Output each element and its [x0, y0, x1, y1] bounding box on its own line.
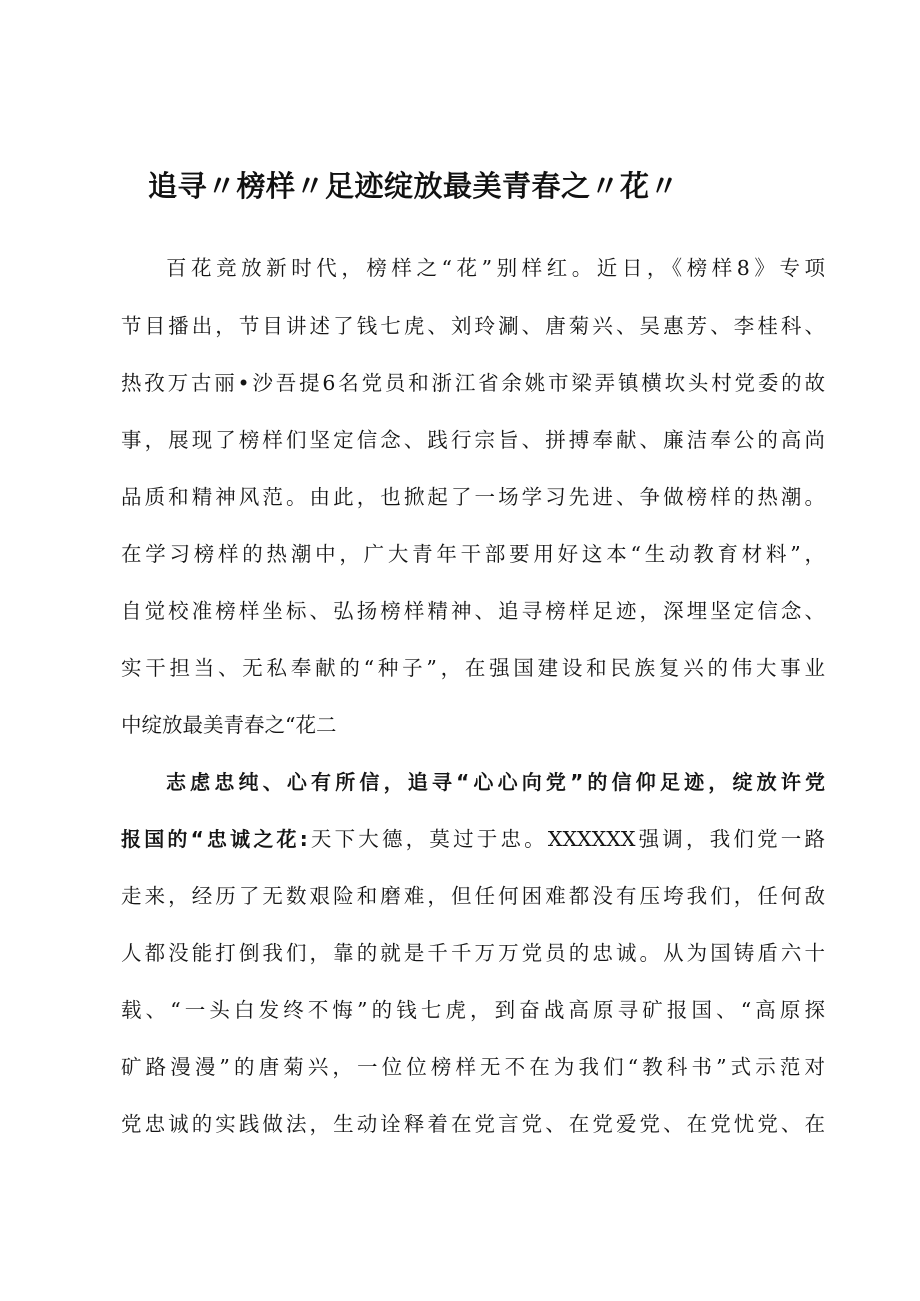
paragraph1-line-5: 品质和精神风范。由此，也掀起了一场学习先进、争做榜样的热潮。 [121, 485, 825, 509]
paragraph1-line-3: 热孜万古丽•沙吾提6名党员和浙江省余姚市梁弄镇横坎头村党委的故 [121, 371, 825, 395]
paragraph2-heading-bold: 报国的“忠诚之花: [121, 827, 308, 851]
paragraph2-line-7: 党忠诚的实践做法，生动诠释着在党言党、在党爱党、在党忧党、在 [121, 1112, 825, 1136]
paragraph1-line-8: 实干担当、无私奉献的“种子”，在强国建设和民族复兴的伟大事业 [121, 656, 825, 680]
paragraph1-line-9: 中绽放最美青春之“花二 [121, 713, 337, 737]
paragraph1-line-6: 在学习榜样的热潮中，广大青年干部要用好这本“生动教育材料”， [121, 542, 825, 566]
paragraph2-line-2 [121, 822, 825, 856]
paragraph2-heading-line: 志虑忠纯、心有所信，追寻“心心向党”的信仰足迹，绽放许党 [166, 770, 825, 794]
paragraph2-line-6: 矿路漫漫”的唐菊兴，一位位榜样无不在为我们“教科书”式示范对 [121, 1055, 825, 1079]
document-title: 追寻〃榜样〃足迹绽放最美青春之〃花〃 [148, 169, 680, 203]
paragraph1-line-7: 自觉校准榜样坐标、弘扬榜样精神、追寻榜样足迹，深埋坚定信念、 [121, 599, 825, 623]
paragraph1-line-2: 节目播出，节目讲述了钱七虎、刘玲涮、唐菊兴、吴惠芳、李桂科、 [121, 314, 825, 338]
paragraph1-line-4: 事，展现了榜样们坚定信念、践行宗旨、拼搏奉献、廉洁奉公的高尚 [121, 428, 825, 452]
paragraph2-line-4: 人都没能打倒我们，靠的就是千千万万党员的忠诚。从为国铸盾六十 [121, 941, 825, 965]
paragraph2-line-2-rest: 天下大德，莫过于忠。XXXXXX强调，我们党一路 [307, 827, 825, 851]
paragraph2-line-5: 载、“一头白发终不悔”的钱七虎，到奋战高原寻矿报国、“高原探 [121, 998, 825, 1022]
paragraph1-line-1: 百花竞放新时代，榜样之“花”别样红。近日，《榜样8》专项 [166, 256, 825, 280]
paragraph2-line-3: 走来，经历了无数艰险和磨难，但任何困难都没有压垮我们，任何敌 [121, 884, 825, 908]
